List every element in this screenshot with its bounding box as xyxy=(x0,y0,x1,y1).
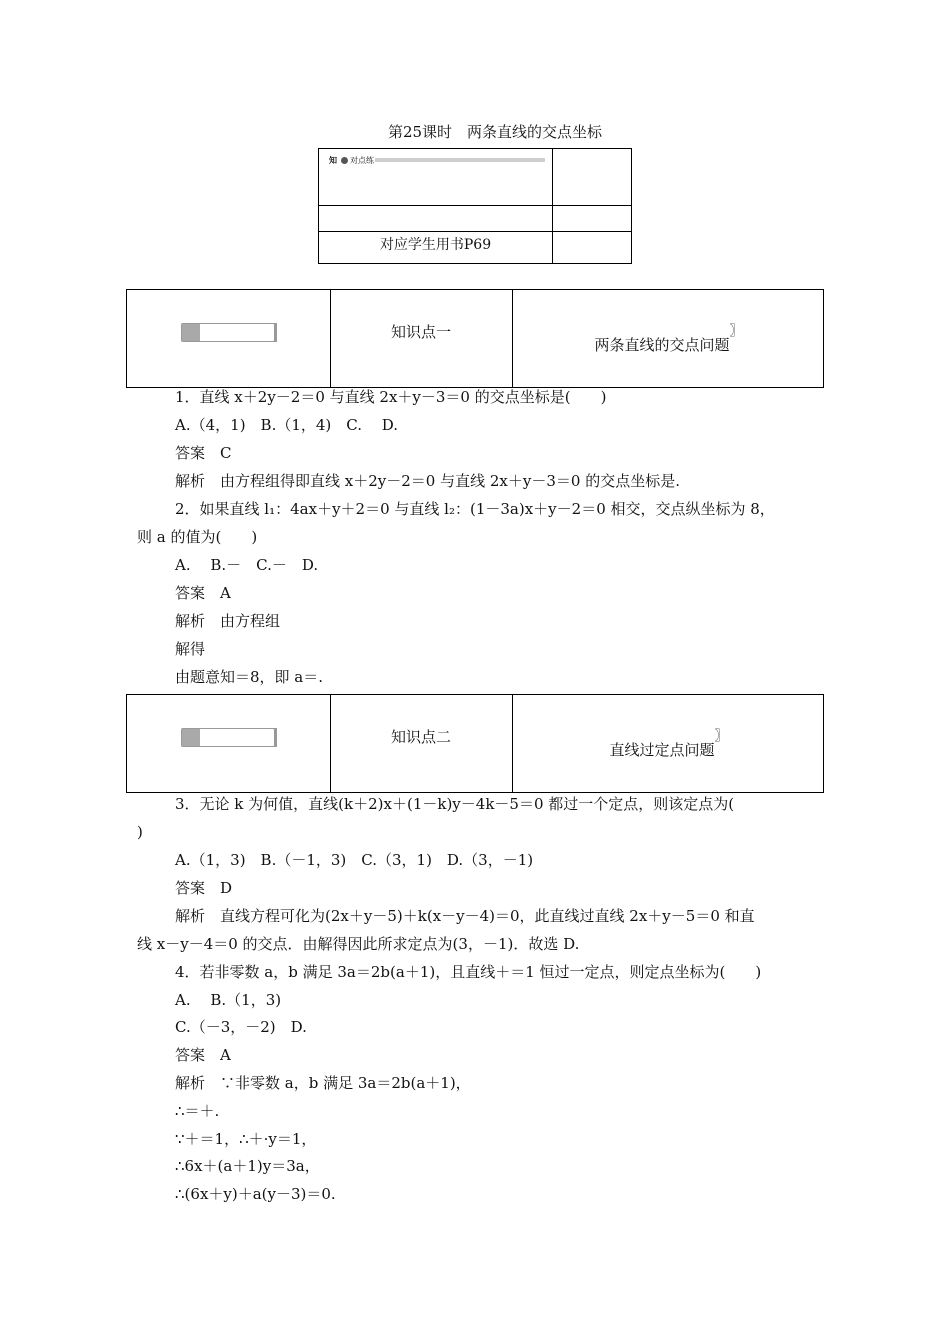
student-book-ref: 对应学生用书P69 xyxy=(379,237,492,253)
bracket-icon: 〗 xyxy=(729,324,743,339)
page-title: 第25课时 两条直线的交点坐标 xyxy=(387,123,603,141)
section-topic: 直线过定点问题〗 xyxy=(512,739,825,760)
section-marker-icon xyxy=(181,728,275,747)
text-line: C.（－3，－2) D. xyxy=(175,1018,307,1036)
badge-dot-icon xyxy=(341,157,348,164)
badge-text: 对点练 xyxy=(350,156,374,165)
text-line: ∴＝＋. xyxy=(175,1102,220,1120)
text-line: 解析 ∵非零数 a，b 满足 3a＝2b(a＋1)， xyxy=(175,1074,471,1092)
section-marker-icon xyxy=(181,323,275,342)
text-line: A.（4，1) B.（1，4) C. D. xyxy=(175,416,399,434)
table-divider xyxy=(552,149,553,263)
text-line: A. B.－ C.－ D. xyxy=(175,556,319,574)
text-line: ) xyxy=(137,823,143,841)
text-line: 1．直线 x＋2y－2＝0 与直线 2x＋y－3＝0 的交点坐标是( ) xyxy=(175,388,607,406)
text-line: ∴(6x＋y)＋a(y－3)＝0. xyxy=(175,1185,336,1203)
text-line: 答案 A xyxy=(175,584,231,602)
text-line: 答案 C xyxy=(175,444,232,462)
text-line: 3．无论 k 为何值，直线(k＋2)x＋(1－k)y－4k－5＝0 都过一个定点，则该定点为( xyxy=(175,795,735,813)
section-label: 知识点一 xyxy=(390,323,451,341)
text-line: 由题意知＝8，即 a＝. xyxy=(175,668,324,686)
text-line: 2．如果直线 l₁：4ax＋y＋2＝0 与直线 l₂：(1－3a)x＋y－2＝0 相交，交点纵坐标为 8， xyxy=(175,500,775,518)
section-banner xyxy=(126,289,824,388)
table-divider xyxy=(319,205,631,206)
bracket-icon: 〗 xyxy=(714,729,728,744)
text-line: 解得 xyxy=(175,640,206,658)
table-divider xyxy=(319,231,631,232)
text-line: 答案 D xyxy=(175,879,233,897)
header-table xyxy=(318,148,632,264)
text-line: 答案 A xyxy=(175,1046,231,1064)
text-line: 4．若非零数 a，b 满足 3a＝2b(a＋1)，且直线＋＝1 恒过一定点，则定点坐标为( ) xyxy=(175,963,762,981)
text-line: ∵＋＝1，∴＋·y＝1， xyxy=(175,1130,317,1148)
section-label: 知识点二 xyxy=(390,728,451,746)
text-line: A. B.（1，3) xyxy=(175,991,282,1009)
badge-bar xyxy=(375,158,545,162)
text-line: 解析 直线方程可化为(2x＋y－5)＋k(x－y－4)＝0，此直线过直线 2x＋y－5＝0 和直 xyxy=(175,907,755,925)
section-banner xyxy=(126,694,824,793)
text-line: 则 a 的值为( ) xyxy=(137,528,258,546)
text-line: ∴6x＋(a＋1)y＝3a， xyxy=(175,1157,320,1175)
section-topic: 两条直线的交点问题〗 xyxy=(512,334,825,355)
badge-glyph: 知 xyxy=(329,155,337,165)
text-line: A.（1，3) B.（－1，3) C.（3，1) D.（3，－1) xyxy=(175,851,534,869)
text-line: 线 x－y－4＝0 的交点．由解得因此所求定点为(3，－1)．故选 D. xyxy=(137,935,580,953)
text-line: 解析 由方程组得即直线 x＋2y－2＝0 与直线 2x＋y－3＝0 的交点坐标是. xyxy=(175,472,680,490)
text-line: 解析 由方程组 xyxy=(175,612,281,630)
